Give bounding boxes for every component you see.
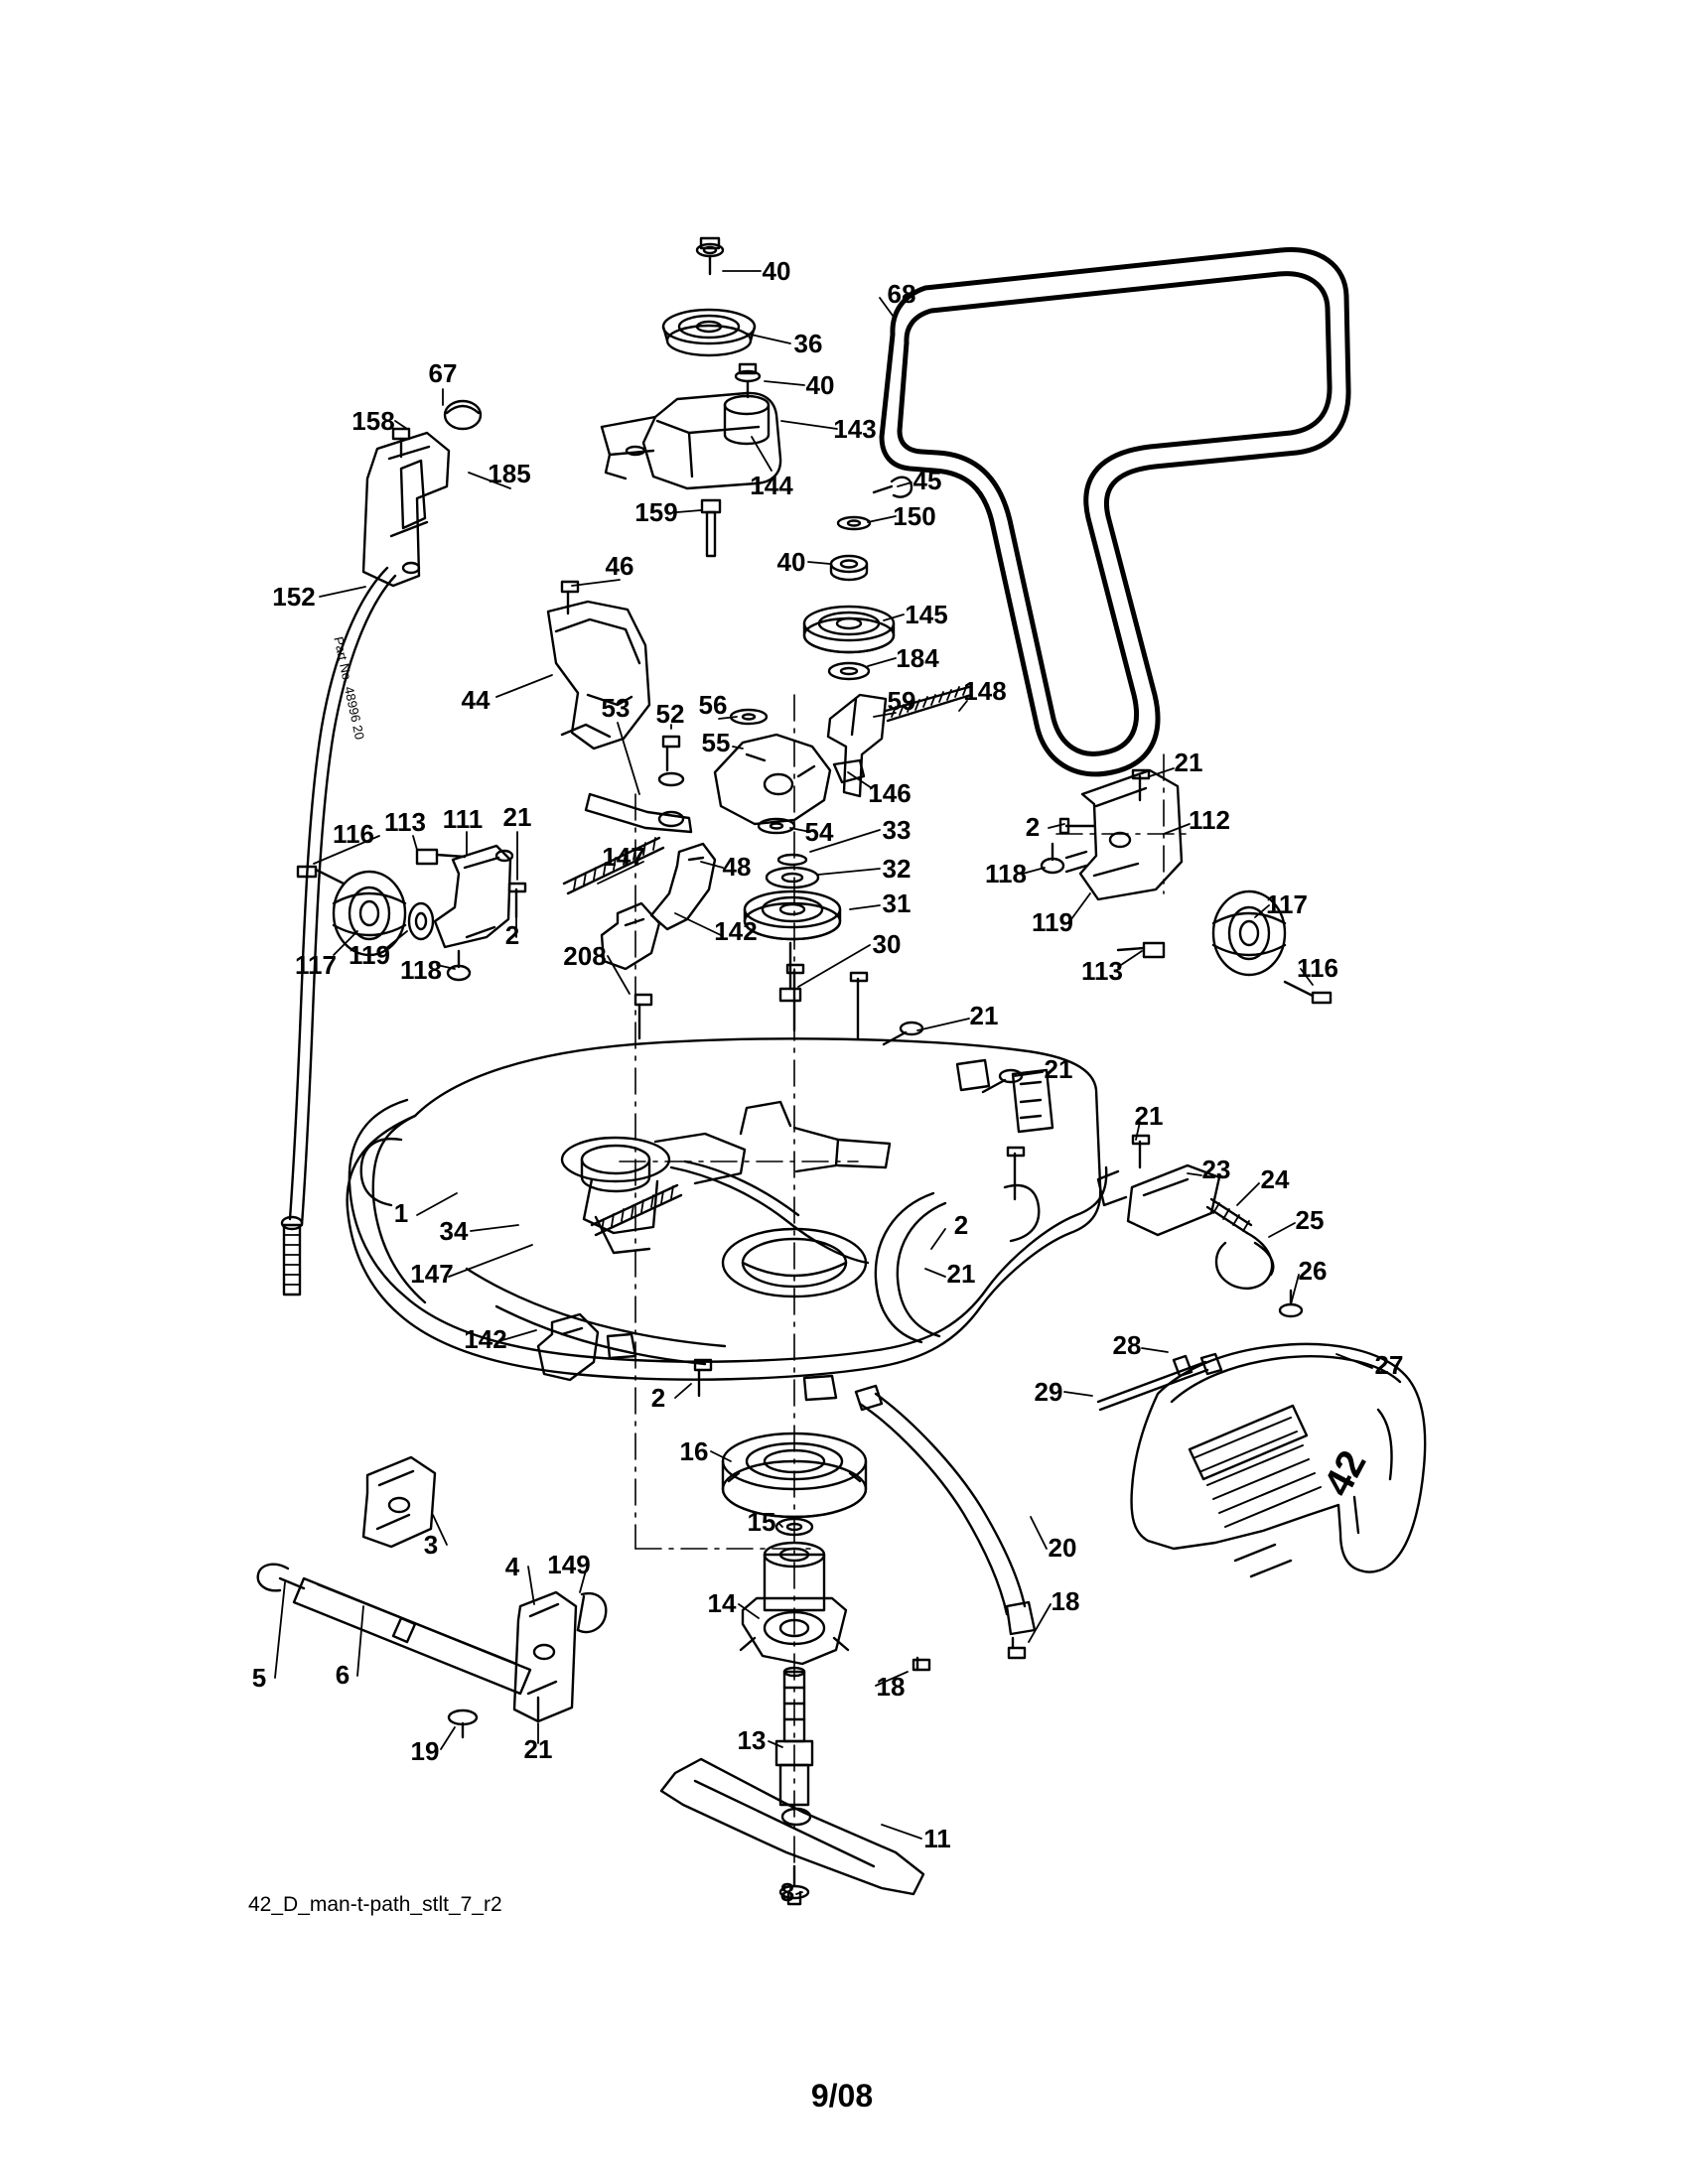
callout-147: 147 — [410, 1259, 454, 1289]
callout-21: 21 — [502, 802, 532, 832]
pulley-32 — [767, 868, 818, 887]
bolt-46-pin — [562, 582, 578, 614]
bolt-18-a — [1009, 1638, 1025, 1658]
callout-116: 116 — [333, 819, 374, 849]
callout-117: 117 — [1266, 889, 1308, 919]
callout-158: 158 — [351, 406, 395, 436]
callout-113: 113 — [1081, 956, 1123, 986]
washer-33 — [778, 855, 806, 865]
callout-52: 52 — [655, 699, 685, 729]
bolt-40-top — [697, 238, 723, 274]
bolt-118-left — [448, 951, 470, 980]
plate-55 — [715, 735, 830, 824]
callout-18: 18 — [1051, 1586, 1080, 1616]
diagram-footer-code: 42_D_man-t-path_stlt_7_r2 — [248, 1893, 502, 1916]
callout-54: 54 — [804, 817, 834, 847]
blade-11 — [661, 1759, 923, 1894]
callout-46: 46 — [605, 551, 634, 581]
rod-6 — [294, 1578, 530, 1694]
callout-30: 30 — [872, 929, 902, 959]
spring-clip-45 — [874, 478, 912, 497]
guard-46 — [548, 602, 649, 749]
callout-159: 159 — [634, 497, 678, 527]
callout-2: 2 — [1025, 812, 1041, 842]
callout-15: 15 — [747, 1507, 776, 1537]
callout-53: 53 — [601, 693, 631, 723]
callout-21: 21 — [946, 1259, 976, 1289]
callout-14: 14 — [707, 1588, 737, 1618]
callout-119: 119 — [1032, 907, 1073, 937]
bolt-159 — [702, 500, 720, 556]
spring-147-lower — [592, 1185, 681, 1235]
clip-5 — [258, 1565, 304, 1591]
callout-27: 27 — [1374, 1350, 1404, 1380]
callout-40: 40 — [805, 370, 835, 400]
bolt-113-right — [1118, 943, 1164, 957]
callout-16: 16 — [679, 1436, 709, 1466]
bolt-21-spring — [1133, 1136, 1149, 1167]
callout-1: 1 — [393, 1198, 409, 1228]
callout-184: 184 — [896, 643, 939, 673]
callout-142: 142 — [714, 916, 758, 946]
callout-8: 8 — [779, 1877, 795, 1907]
bracket-111 — [435, 846, 512, 947]
bracket-208 — [635, 995, 651, 1038]
bolt-2-left — [509, 884, 525, 917]
callout-6: 6 — [335, 1660, 351, 1690]
callout-21: 21 — [969, 1001, 999, 1030]
link-53 — [586, 794, 691, 832]
washer-119-left — [409, 903, 433, 939]
callout-3: 3 — [423, 1530, 439, 1560]
callout-112: 112 — [1189, 805, 1230, 835]
callout-208: 208 — [563, 941, 607, 971]
clip-149 — [578, 1593, 606, 1632]
callout-34: 34 — [439, 1216, 469, 1246]
callout-2: 2 — [953, 1210, 969, 1240]
callout-5: 5 — [251, 1663, 267, 1693]
washer-150 — [838, 517, 870, 529]
callout-20: 20 — [1048, 1533, 1077, 1563]
knob-67 — [445, 401, 481, 429]
pulley-145 — [804, 607, 894, 652]
callout-147: 147 — [602, 842, 645, 872]
callout-19: 19 — [410, 1736, 440, 1766]
leader-lines — [275, 271, 1372, 1894]
callout-21: 21 — [1174, 748, 1203, 777]
bolt-2-right — [1060, 819, 1094, 833]
washer-184 — [829, 663, 869, 679]
bolt-40-mid — [736, 364, 760, 397]
callout-116: 116 — [1297, 953, 1338, 983]
callout-55: 55 — [701, 728, 731, 757]
pulley-31 — [745, 891, 840, 939]
callout-29: 29 — [1034, 1377, 1063, 1407]
pulley-36 — [663, 310, 755, 355]
callout-28: 28 — [1112, 1330, 1142, 1360]
bolt-113-left — [417, 850, 465, 864]
bolt-116-right — [1285, 982, 1331, 1003]
callout-40: 40 — [776, 547, 806, 577]
callout-32: 32 — [882, 854, 912, 884]
callout-152: 152 — [272, 582, 316, 612]
callout-146: 146 — [868, 778, 912, 808]
rod-29 — [1098, 1354, 1221, 1410]
callout-145: 145 — [905, 600, 948, 629]
callout-40: 40 — [762, 256, 791, 286]
bolt-19 — [449, 1710, 477, 1737]
callout-144: 144 — [750, 471, 793, 500]
callout-150: 150 — [893, 501, 936, 531]
bolt-18-b — [913, 1658, 929, 1670]
callout-143: 143 — [833, 414, 877, 444]
callout-59: 59 — [887, 686, 916, 716]
cable-part-label: Part No. 48996 20 — [331, 635, 367, 742]
callout-2: 2 — [650, 1383, 666, 1413]
bolt-52 — [659, 737, 683, 785]
callout-23: 23 — [1201, 1155, 1231, 1184]
callout-31: 31 — [882, 888, 912, 918]
callout-118: 118 — [400, 955, 442, 985]
callout-111: 111 — [442, 804, 484, 834]
callout-21: 21 — [1044, 1054, 1073, 1084]
spring-24-25 — [1207, 1199, 1273, 1289]
callout-21: 21 — [523, 1734, 553, 1764]
callout-45: 45 — [912, 466, 942, 495]
bracket-4 — [514, 1592, 576, 1721]
callout-118: 118 — [985, 859, 1027, 888]
callout-68: 68 — [887, 279, 916, 309]
callout-48: 48 — [722, 852, 752, 882]
callout-149: 149 — [547, 1550, 591, 1579]
callout-18: 18 — [876, 1672, 906, 1702]
nut-40-lower — [831, 556, 867, 580]
page-number: 9/08 — [810, 2078, 874, 2114]
callout-142: 142 — [464, 1324, 507, 1354]
callout-148: 148 — [963, 676, 1007, 706]
callout-185: 185 — [488, 459, 531, 488]
callout-117: 117 — [295, 950, 337, 980]
callout-44: 44 — [461, 685, 491, 715]
callout-119: 119 — [349, 940, 390, 970]
brace-20 — [856, 1386, 1035, 1634]
callout-56: 56 — [698, 690, 728, 720]
callout-67: 67 — [428, 358, 458, 388]
callout-113: 113 — [384, 807, 426, 837]
callout-24: 24 — [1260, 1164, 1290, 1194]
bracket-185 — [363, 433, 449, 586]
callout-13: 13 — [737, 1725, 767, 1755]
callout-21: 21 — [1134, 1101, 1164, 1131]
callout-33: 33 — [882, 815, 912, 845]
callout-11: 11 — [923, 1824, 951, 1853]
callout-25: 25 — [1295, 1205, 1325, 1235]
callout-2: 2 — [504, 920, 520, 950]
belt-68 — [882, 249, 1348, 777]
callout-26: 26 — [1298, 1256, 1328, 1286]
callout-4: 4 — [504, 1552, 520, 1581]
deflector-badge-label: 42 — [1315, 1443, 1375, 1504]
callout-36: 36 — [793, 329, 823, 358]
